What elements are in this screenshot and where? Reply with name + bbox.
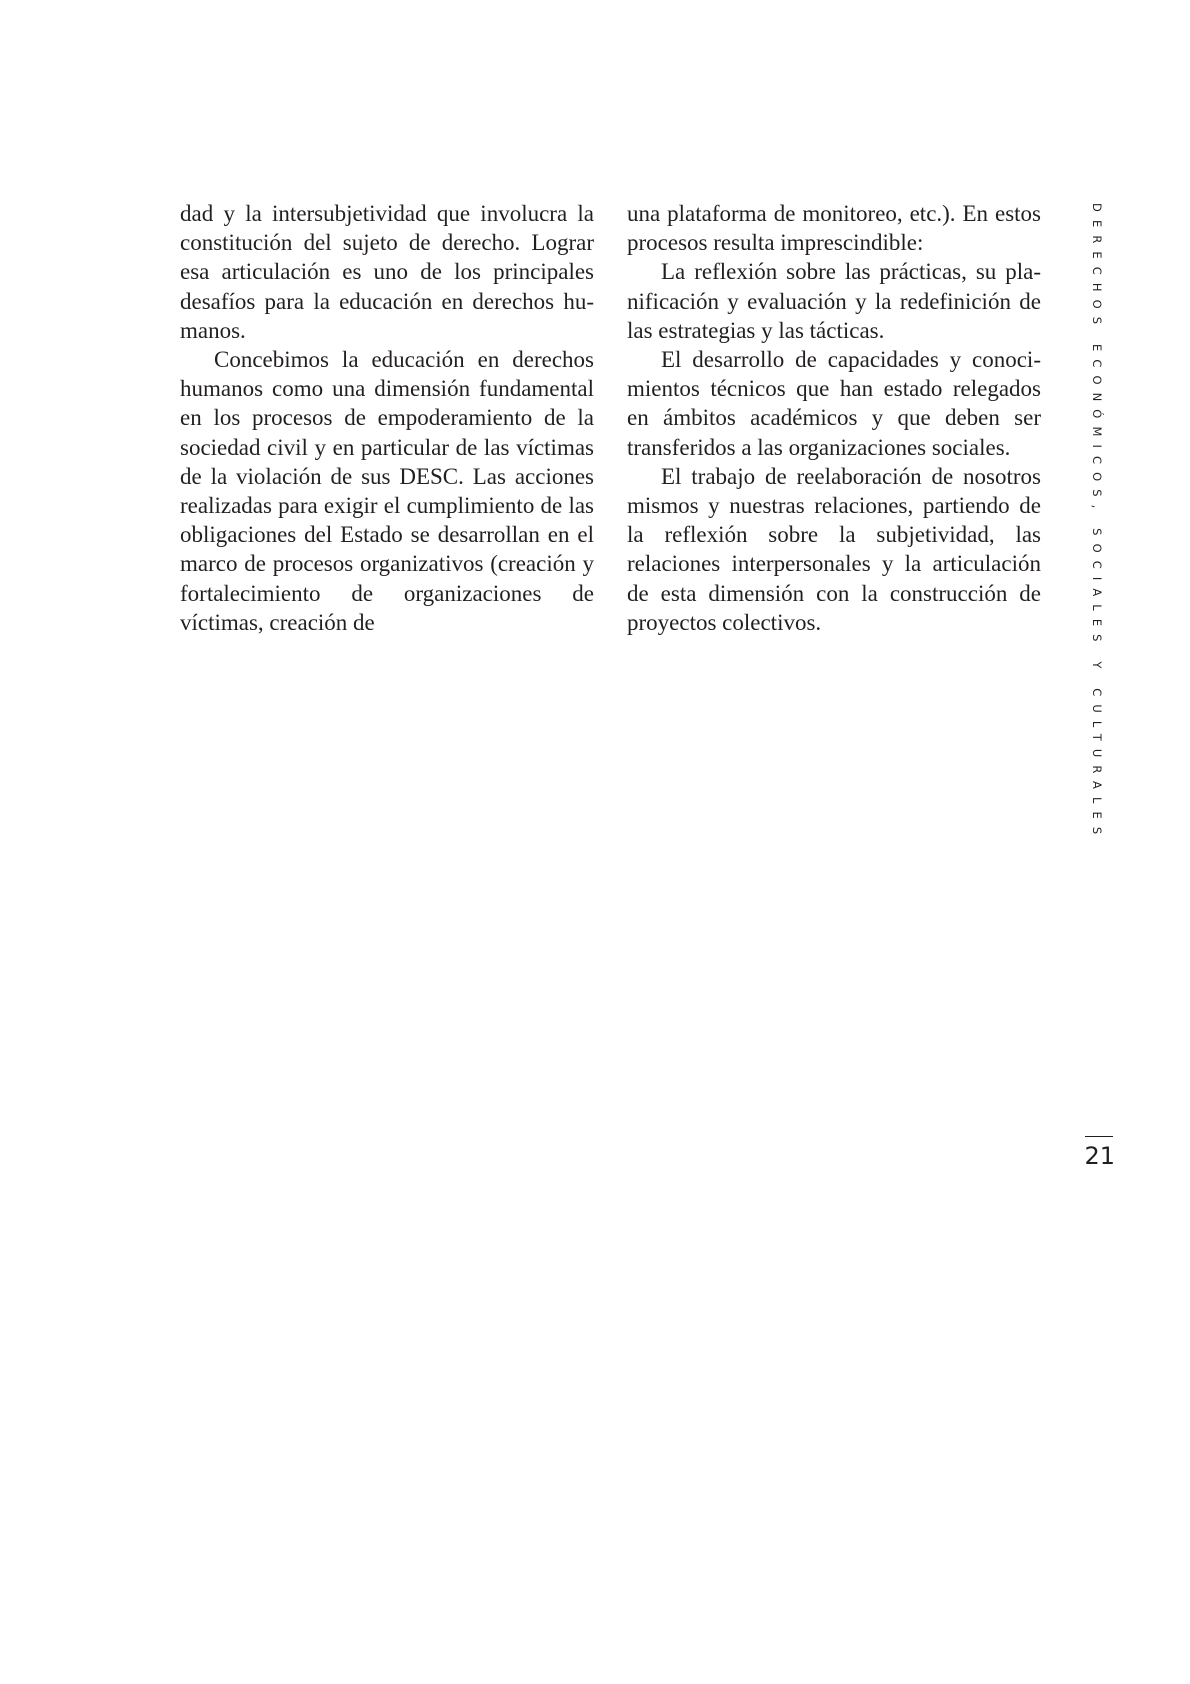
list-paragraph: La reflexión sobre las prácticas, su planificación y evaluación y la redefinición de las estrategias y las tácticas. (627, 259, 1041, 343)
paragraph-continuation: una plataforma de monitoreo, etc.). En estos procesos resulta imprescindible: (627, 201, 1041, 256)
list-paragraph: El trabajo de reelaboración de nosotros mismos y nuestras relaciones, partiendo de la reflexión sobre la subjetividad, las relaciones interpersonales y la articulación de esta dimensión con la construcción de proyectos colectivos. (627, 463, 1041, 635)
left-text-column (180, 199, 594, 637)
list-paragraph: El desarrollo de capacidades y conocimientos técnicos que han estado relegados en ámbitos académicos y que deben ser transferidos a las organizaciones sociales. (627, 347, 1041, 460)
page-number: 21 (1084, 1142, 1115, 1170)
paragraph-continuation: dad y la intersubjetividad que involucra la constitución del sujeto de derecho. Lograr esa articulación es uno de los principales desafíos para la educación en derechos humanos. (180, 201, 594, 343)
running-head: DERECHOS ECONÓMICOS, SOCIALES Y CULTURALES (1090, 203, 1104, 843)
folio-rule (1085, 1136, 1113, 1137)
right-text-column (627, 199, 1041, 637)
paragraph: Concebimos la educación en derechos humanos como una dimensión fundamental en los procesos de empoderamiento de la sociedad civil y en particular de las víctimas de la violación de sus DESC. Las acciones realizadas para exigir el cumplimiento de las obligaciones del Estado se desarrollan en el marco de procesos organizativos (creación y fortalecimiento de organizaciones de víctimas, creación de (180, 347, 594, 635)
